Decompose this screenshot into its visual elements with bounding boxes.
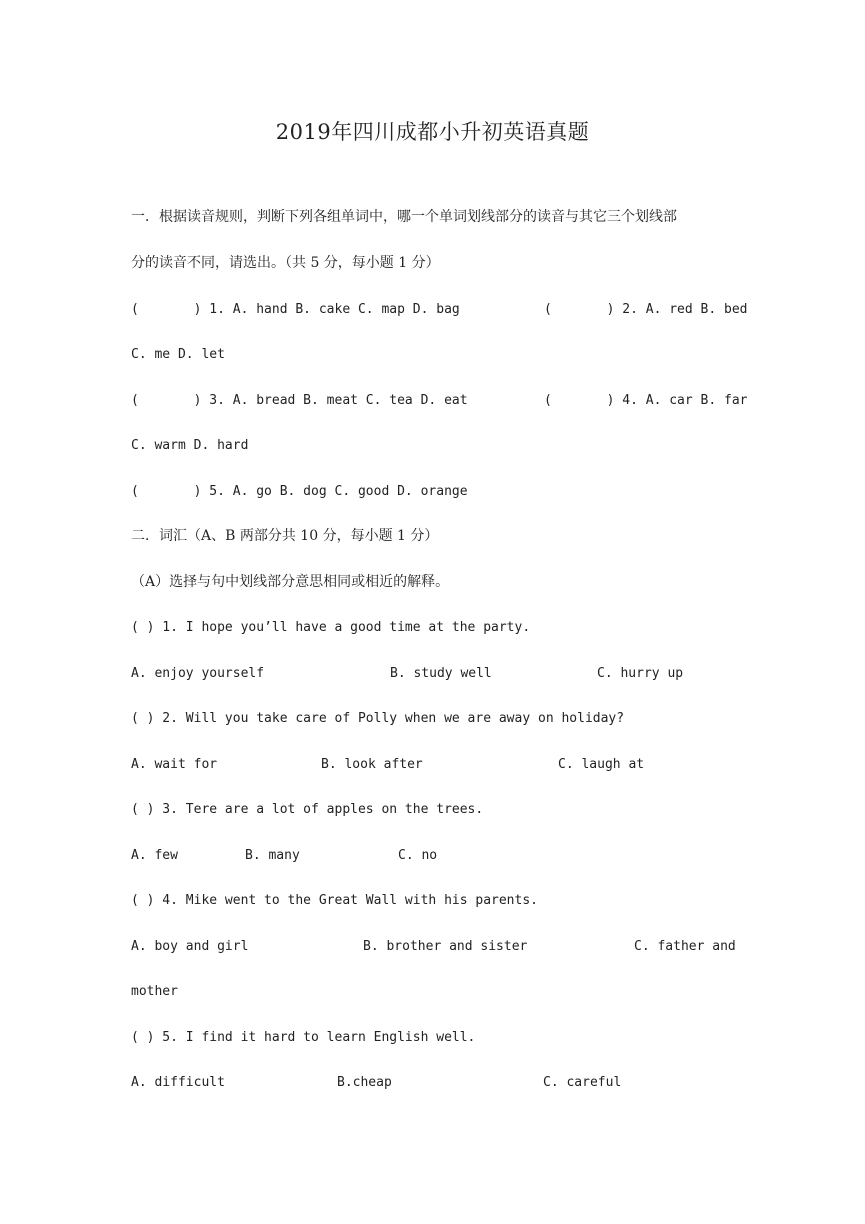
s2-q5-option-a: A. difficult [131,1075,225,1090]
s2-q4-option-c-cont: mother [131,984,178,999]
s2-q4-option-c: C. father and [634,939,736,954]
s2-q3-option-c: C. no [398,848,438,863]
page-title: 2019年四川成都小升初英语真题 [275,120,590,144]
s2-question-5: ( ) 5. I find it hard to learn English well. [131,1030,476,1045]
s2-question-2: ( ) 2. Will you take care of Polly when we are away on holiday? [131,711,625,726]
s2-q5-option-c: C. careful [543,1075,622,1090]
s1-question-4-cont: C. warm D. hard [131,438,249,453]
s2-question-3: ( ) 3. Tere are a lot of apples on the trees. [131,802,484,817]
s2-q3-option-a: A. few [131,848,178,863]
s2-q3-option-b: B. many [245,848,300,863]
s2-q4-option-b: B. brother and sister [363,939,528,954]
section2-part-a-instruction: （A）选择与句中划线部分意思相同或相近的解释。 [131,574,450,590]
s1-question-5: ( ) 5. A. go B. dog C. good D. orange [131,484,468,499]
s1-question-4: ( ) 4. A. car B. far [544,393,748,408]
s2-q4-option-a: A. boy and girl [131,939,249,954]
s2-q1-option-c: C. hurry up [597,666,684,681]
s2-q1-option-b: B. study well [390,666,492,681]
s2-q2-option-c: C. laugh at [558,757,645,772]
section1-heading-line2: 分的读音不同，请选出。（共 5 分，每小题 1 分） [131,255,440,271]
s2-question-1: ( ) 1. I hope you’ll have a good time at the party. [131,620,531,635]
s1-question-1: ( ) 1. A. hand B. cake C. map D. bag [131,302,460,317]
s1-question-2: ( ) 2. A. red B. bed [544,302,748,317]
s1-question-3: ( ) 3. A. bread B. meat C. tea D. eat [131,393,468,408]
s2-question-4: ( ) 4. Mike went to the Great Wall with his parents. [131,893,538,908]
s2-q1-option-a: A. enjoy yourself [131,666,265,681]
s1-question-2-cont: C. me D. let [131,347,225,362]
section2-heading: 二．词汇（A、B 两部分共 10 分，每小题 1 分） [131,528,439,544]
s2-q2-option-b: B. look after [321,757,423,772]
s2-q2-option-a: A. wait for [131,757,218,772]
section1-heading-line1: 一．根据读音规则，判断下列各组单词中，哪一个单词划线部分的读音与其它三个划线部 [131,209,677,225]
s2-q5-option-b: B.cheap [337,1075,392,1090]
